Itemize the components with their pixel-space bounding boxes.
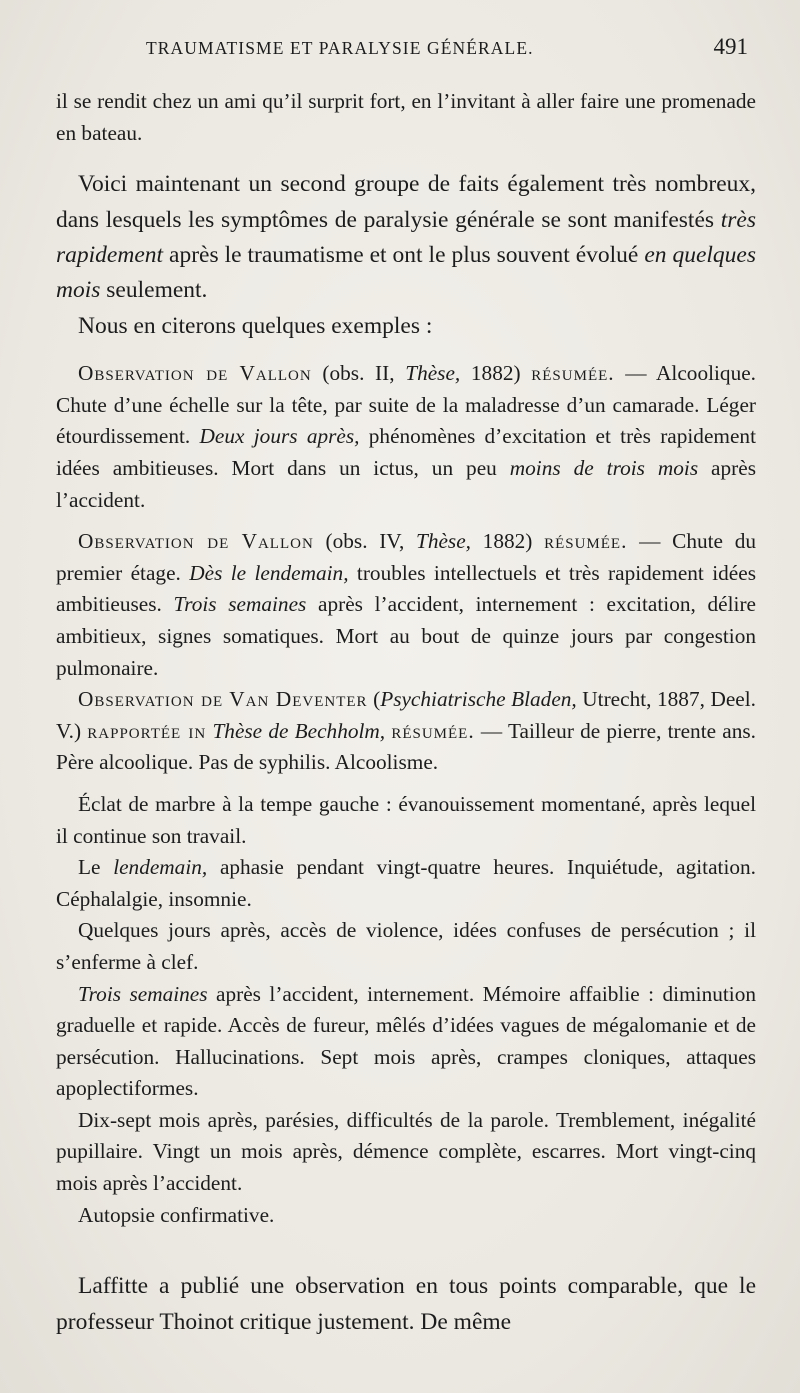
rapportee-label: rapportée in — [87, 718, 207, 743]
paragraph-trois-semaines: Trois semaines après l’accident, internement. Mémoire affaiblie : diminution graduelle et rapide. Accès de fureur, mêlés d’idées vagues de mégalomanie et de persécution. Hallucinations. Sept mois après, crampes cloniques, attaques apoplectiformes. — [56, 981, 757, 1101]
paragraph-quelques-jours: Quelques jours après, accès de violence, idées confuses de persécution ; il s’enferme à clef. — [56, 918, 756, 974]
paragraph-dix-sept-mois: Dix-sept mois après, parésies, difficultés de la parole. Tremblement, inégalité pupillaire. Vingt un mois après, démence complète, escarres. Mort vingt-cinq mois après l’accident. — [56, 1107, 756, 1196]
paragraph-continuation: il se rendit chez un ami qu’il surprit fort, en l’invitant à aller faire une promenade en bateau. — [56, 89, 756, 145]
paragraph-second-group: Voici maintenant un second groupe de faits également très nombreux, dans lesquels les symptômes de paralysie générale se sont manifestés très rapidement après le traumatisme et ont le plus souvent évolué en quelques mois seulement. — [56, 171, 756, 304]
observation-van-deventer: Observation de Van Deventer (Psychiatrische Bladen, Utrecht, 1887, Deel. V.) rapportée in Thèse de Bechholm, résumée. — Tailleur de pierre, trente ans. Père alcoolique. Pas de syphilis. Alcoolisme. — [56, 687, 756, 775]
paragraph-examples-intro: Nous en citerons quelques exemples : — [78, 312, 433, 339]
resumee-label: résumée. — [544, 529, 628, 554]
paragraph-autopsie: Autopsie confirmative. — [78, 1202, 275, 1227]
emphasis-tres-rapidement: très rapidement — [56, 206, 756, 268]
emphasis-quelques-mois: en quelques mois — [56, 242, 756, 304]
observation-vallon-obs-iv: Observation de Vallon (obs. IV, Thèse, 1882) résumée. — Chute du premier étage. Dès le lendemain, troubles intellectuels et très rapidement idées ambitieuses. Trois semaines après l’accident, internement : excitation, délire ambitieux, signes somatiques. Mort au bout de quinze jours par congestion pulmonaire. — [56, 529, 756, 680]
observation-heading: Observation de Van Deventer — [78, 687, 368, 712]
paragraph-lendemain: Le lendemain, aphasie pendant vingt-quatre heures. Inquiétude, agitation. Céphalalgie, insomnie. — [56, 855, 757, 911]
resumee-label: résumée. — [391, 718, 475, 743]
page-number: 491 — [713, 34, 748, 59]
running-title: TRAUMATISME ET PARALYSIE GÉNÉRALE. — [146, 38, 534, 58]
observation-vallon-obs-ii: Observation de Vallon (obs. II, Thèse, 1882) résumée. — Alcoolique. Chute d’une échelle sur la tête, par suite de la maladresse d’un camarade. Léger étourdissement. Deux jours après, phénomènes d’excitation et très rapidement idées ambitieuses. Mort dans un ictus, un peu moins de trois mois après l’accident. — [56, 361, 757, 512]
observation-heading: Observation de Vallon — [78, 529, 314, 554]
observation-heading: Observation de Vallon — [78, 361, 312, 386]
running-head — [56, 34, 756, 60]
paragraph-eclat-de-marbre: Éclat de marbre à la tempe gauche : évanouissement momentané, après lequel il continue son travail. — [56, 791, 756, 848]
resumee-label: résumée. — [531, 361, 615, 386]
paragraph-laffitte: Laffitte a publié une observation en tous points comparable, que le professeur Thoinot critique justement. De même — [56, 1273, 756, 1335]
